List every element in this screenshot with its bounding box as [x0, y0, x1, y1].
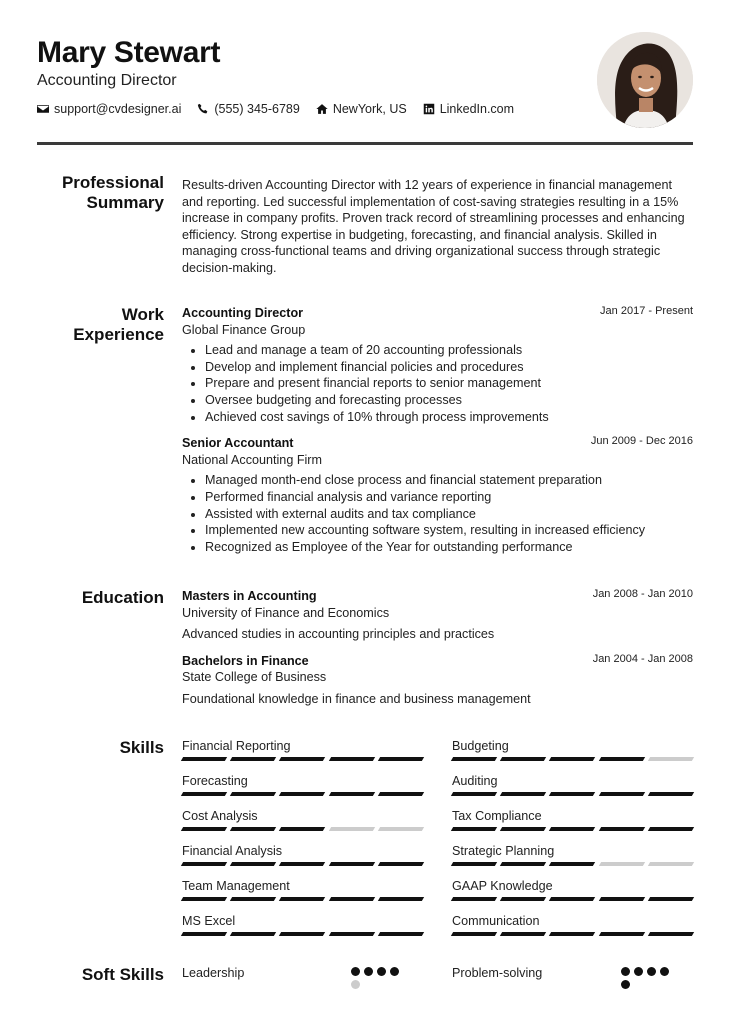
list-item: Lead and manage a team of 20 accounting professionals [182, 342, 693, 359]
linkedin-icon [423, 103, 435, 115]
avatar [597, 32, 693, 128]
skill-level-segment [598, 932, 644, 936]
skill-level-bar [182, 827, 423, 831]
skill-level-bar [452, 932, 693, 936]
skill-level-bar [182, 932, 423, 936]
skill-name: Budgeting [452, 739, 509, 753]
skills-grid [182, 738, 693, 948]
job-company: Global Finance Group [182, 322, 306, 337]
skill-item [182, 773, 423, 808]
degree-title: Masters in Accounting [182, 589, 317, 603]
skill-level-segment [230, 897, 276, 901]
education-description: Advanced studies in accounting principles and practices [182, 627, 495, 642]
education-heading: Education [81, 588, 164, 607]
header-divider [37, 142, 693, 145]
skill-level-segment [500, 827, 546, 831]
skill-level-segment [328, 827, 374, 831]
list-item: Managed month-end close process and financial statement preparation [182, 472, 693, 489]
soft-skills-body [182, 965, 693, 1005]
skill-level-segment [230, 792, 276, 796]
contact-phone[interactable] [197, 102, 299, 116]
skill-level-segment [451, 897, 497, 901]
skill-level-segment [328, 932, 374, 936]
job-date: Jan 2017 - Present [600, 305, 693, 317]
skill-name: Tax Compliance [452, 809, 542, 823]
skill-level-segment [181, 862, 227, 866]
contact-location-text: NewYork, US [332, 102, 407, 116]
education-description: Foundational knowledge in finance and business management [182, 691, 531, 706]
skill-item [452, 738, 693, 773]
summary-heading [37, 173, 164, 213]
skill-item [452, 913, 693, 948]
skill-level-segment [230, 757, 276, 761]
skill-level-segment [230, 932, 276, 936]
skill-level-segment [648, 757, 694, 761]
skill-level-bar [452, 757, 693, 761]
list-item: Achieved cost savings of 10% through process improvements [182, 409, 693, 426]
skill-level-segment [451, 827, 497, 831]
skill-name: Financial Analysis [182, 844, 283, 858]
experience-list [182, 305, 693, 565]
experience-heading [37, 305, 164, 345]
skill-item [182, 843, 423, 878]
skill-level-segment [378, 862, 424, 866]
phone-icon [197, 103, 209, 115]
skill-level-segment [648, 897, 694, 901]
rating-dot [621, 967, 630, 976]
skill-level-segment [549, 757, 595, 761]
rating-dot [351, 967, 360, 976]
education-date: Jan 2004 - Jan 2008 [592, 652, 693, 665]
skill-level-segment [598, 897, 644, 901]
skill-level-segment [230, 827, 276, 831]
skill-level-bar [452, 827, 693, 831]
skill-level-segment [378, 757, 424, 761]
contact-email[interactable] [37, 102, 181, 116]
job-title: Senior Accountant [182, 436, 294, 451]
list-item: Implemented new accounting software system, resulting in increased efficiency [182, 522, 693, 539]
skill-name: Strategic Planning [452, 844, 555, 858]
skill-level-segment [451, 932, 497, 936]
envelope-icon [37, 103, 49, 115]
education-list [182, 588, 693, 718]
skill-level-bar [182, 897, 423, 901]
skill-level-segment [598, 862, 644, 866]
skill-level-segment [378, 897, 424, 901]
skill-item [182, 808, 423, 843]
list-item: Recognized as Employee of the Year for outstanding performance [182, 539, 693, 556]
skill-level-segment [328, 792, 374, 796]
school-name: University of Finance and Economics [182, 605, 390, 620]
summary-text: Results-driven Accounting Director with 12 years of experience in financial management and reporting. Led successful implementation of cost-saving strategies resulting in a 15% increase in company profits. Proven track record of streamlining processes and enhancing efficiency. Strong expertise in budgeting, forecasting, and financial analysis. Skilled in managing cross-functional teams and driving organizational success through strategic decision-making. [182, 178, 685, 275]
contact-linkedin[interactable] [423, 102, 514, 116]
list-item: Prepare and present financial reports to senior management [182, 375, 693, 392]
rating-dot [660, 967, 669, 976]
skill-level-segment [230, 862, 276, 866]
home-icon [316, 103, 328, 115]
contact-phone-text: (555) 345-6789 [214, 102, 300, 116]
skill-item [182, 913, 423, 948]
soft-skill-rating [621, 967, 681, 989]
skill-level-segment [598, 792, 644, 796]
skill-name: Cost Analysis [182, 809, 258, 823]
skill-level-segment [549, 932, 595, 936]
contact-row [37, 102, 693, 116]
skill-level-segment [549, 897, 595, 901]
skill-level-segment [451, 757, 497, 761]
profile-photo [597, 32, 693, 128]
skill-level-bar [452, 862, 693, 866]
skill-level-segment [378, 827, 424, 831]
education-date: Jan 2008 - Jan 2010 [592, 588, 693, 600]
skill-name: Auditing [452, 774, 498, 788]
rating-dot [621, 980, 630, 989]
job-date: Jun 2009 - Dec 2016 [590, 435, 693, 448]
skill-level-segment [500, 792, 546, 796]
education-entry [182, 653, 693, 708]
summary-heading-line2: Summary [86, 193, 164, 212]
experience-heading-line2: Experience [73, 325, 164, 344]
skill-name: Team Management [182, 879, 290, 893]
soft-skill-name: Problem-solving [452, 966, 543, 980]
school-name: State College of Business [182, 670, 327, 685]
skill-level-segment [648, 862, 694, 866]
list-item: Oversee budgeting and forecasting processes [182, 392, 693, 409]
skill-level-segment [181, 897, 227, 901]
skill-item [182, 878, 423, 913]
soft-skill-name: Leadership [182, 966, 245, 980]
skill-level-bar [182, 792, 423, 796]
skills-heading: Skills [119, 738, 164, 757]
soft-skill-item [182, 965, 423, 1005]
contact-linkedin-text: LinkedIn.com [439, 102, 515, 116]
skill-level-bar [182, 862, 423, 866]
skill-name: GAAP Knowledge [452, 879, 553, 893]
skill-level-segment [181, 827, 227, 831]
rating-dot [377, 967, 386, 976]
skill-level-bar [182, 757, 423, 761]
degree-title: Bachelors in Finance [182, 653, 309, 668]
skill-level-segment [279, 827, 325, 831]
skill-name: Communication [452, 914, 540, 928]
rating-dot [390, 967, 399, 976]
skill-level-segment [378, 792, 424, 796]
skill-name: Financial Reporting [182, 739, 291, 753]
list-item: Assisted with external audits and tax compliance [182, 506, 693, 523]
skill-item [452, 878, 693, 913]
skill-level-segment [279, 757, 325, 761]
skill-level-bar [452, 897, 693, 901]
skill-level-segment [648, 827, 694, 831]
rating-dot [351, 980, 360, 989]
skill-level-segment [181, 932, 227, 936]
skill-level-segment [378, 932, 424, 936]
rating-dot [634, 967, 643, 976]
skills-body [182, 738, 693, 948]
skill-level-segment [279, 897, 325, 901]
soft-skill-item [452, 965, 693, 1005]
skill-level-segment [181, 792, 227, 796]
skill-level-segment [328, 897, 374, 901]
skill-level-segment [451, 792, 497, 796]
experience-entry [182, 435, 693, 555]
skill-level-segment [279, 932, 325, 936]
skill-name: MS Excel [182, 914, 236, 928]
soft-skill-rating [351, 967, 411, 989]
candidate-name: Mary Stewart [37, 36, 221, 69]
skill-level-segment [328, 862, 374, 866]
job-bullets [182, 342, 693, 425]
skill-item [182, 738, 423, 773]
job-title: Accounting Director [182, 306, 304, 320]
skill-level-segment [500, 862, 546, 866]
job-bullets [182, 472, 693, 555]
skill-level-segment [500, 932, 546, 936]
candidate-title: Accounting Director [37, 72, 177, 89]
skill-item [452, 843, 693, 878]
skill-level-segment [500, 897, 546, 901]
skill-level-segment [549, 827, 595, 831]
job-company: National Accounting Firm [182, 452, 322, 467]
skill-level-segment [549, 792, 595, 796]
contact-email-text: support@cvdesigner.ai [54, 102, 182, 116]
contact-location [316, 102, 407, 116]
skill-name: Forecasting [182, 774, 248, 788]
skill-level-segment [598, 757, 644, 761]
skill-item [452, 808, 693, 843]
skill-level-segment [328, 757, 374, 761]
soft-skills-grid [182, 965, 693, 1005]
skill-item [452, 773, 693, 808]
rating-dot [364, 967, 373, 976]
soft-skills-heading: Soft Skills [81, 965, 164, 984]
skill-level-segment [648, 932, 694, 936]
experience-entry [182, 305, 693, 425]
skill-level-segment [648, 792, 694, 796]
experience-heading-line1: Work [121, 305, 164, 324]
education-entry [182, 588, 693, 643]
skill-level-segment [549, 862, 595, 866]
list-item: Performed financial analysis and variance reporting [182, 489, 693, 506]
skill-level-segment [451, 862, 497, 866]
skill-level-segment [598, 827, 644, 831]
skill-level-segment [500, 757, 546, 761]
skill-level-segment [279, 862, 325, 866]
skill-level-segment [279, 792, 325, 796]
summary-heading-line1: Professional [61, 173, 164, 192]
skill-level-segment [181, 757, 227, 761]
skill-level-bar [452, 792, 693, 796]
list-item: Develop and implement financial policies and procedures [182, 359, 693, 376]
resume-header [37, 36, 693, 142]
rating-dot [647, 967, 656, 976]
